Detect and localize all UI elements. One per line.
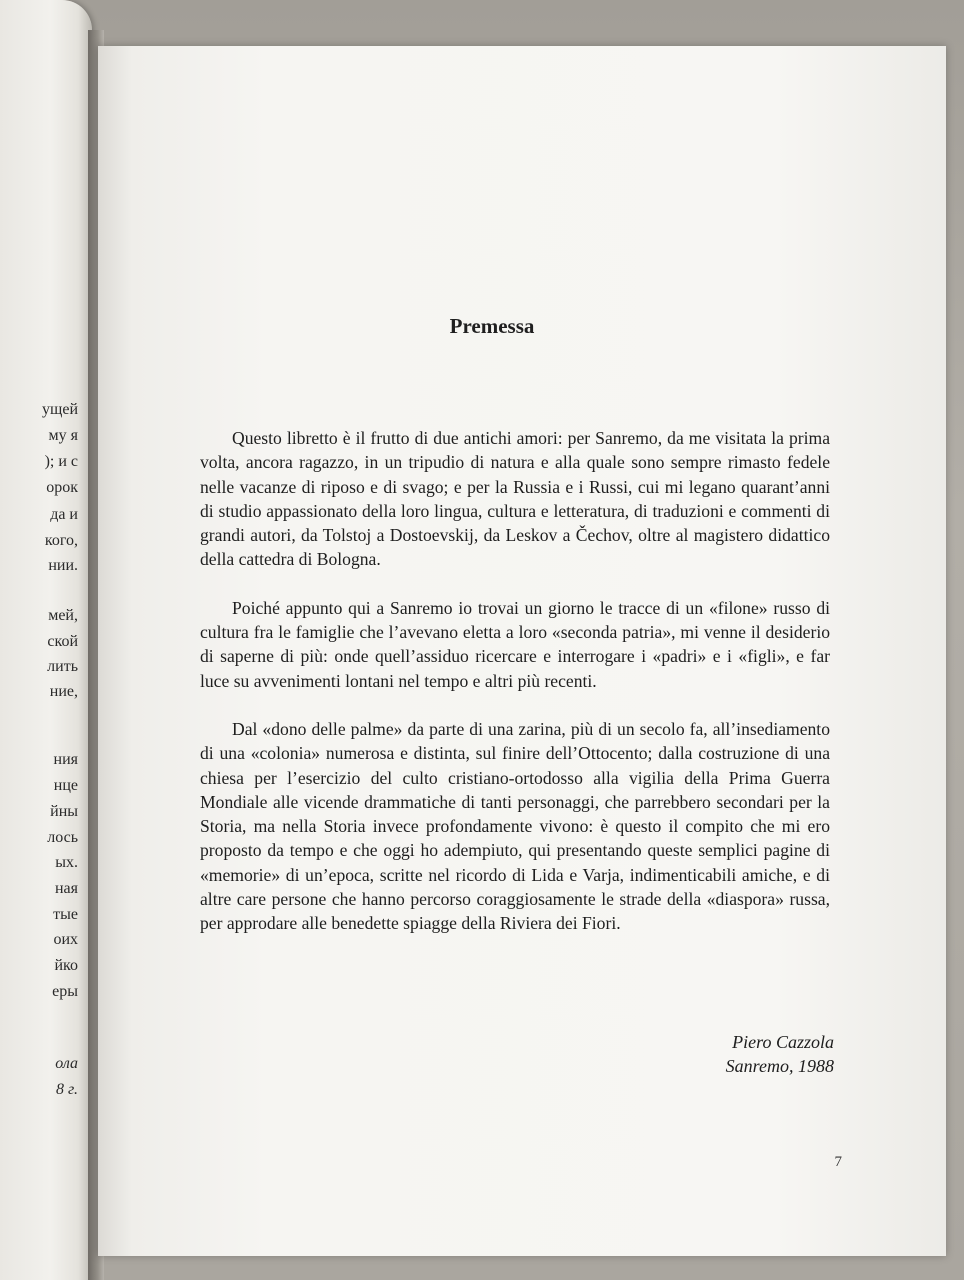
- left-page-line: ); и с: [44, 453, 78, 470]
- left-page-line: орок: [46, 479, 78, 496]
- page-title: Premessa: [449, 314, 535, 338]
- left-page-line: еры: [52, 983, 78, 1000]
- paragraph: Questo libretto è il frutto di due antichi amori: per Sanremo, da me visitata la prima volta, ancora ragazzo, in un tripudio di natura e alla quale sono sempre rimasto fedele nelle vacanze di riposo e di svago; e per la Russia e i Russi, cui mi legano quarant’anni di studio appassionato della loro lingua, cultura e letteratura, di traduzioni e commenti di grandi autori, da Tolstoj a Dostoevskij, da Leskov a Čechov, oltre al magistero didattico della cattedra di Bologna.: [200, 428, 830, 570]
- left-page-line: ых.: [55, 854, 78, 871]
- place-date: Sanremo, 1988: [725, 1056, 834, 1076]
- left-page-line: тые: [53, 906, 78, 923]
- left-page-line: лось: [47, 829, 78, 846]
- left-page-line: оих: [53, 931, 78, 948]
- left-page-line: лить: [47, 658, 78, 675]
- page-number: 7: [834, 1154, 842, 1170]
- body-text: [200, 426, 830, 960]
- left-page-line: ола: [55, 1055, 78, 1072]
- left-page-line: ная: [54, 880, 78, 897]
- left-page-line: ущей: [42, 401, 78, 418]
- left-page-line: да и: [50, 506, 78, 523]
- previous-page: [0, 0, 92, 1280]
- paragraph: Poiché appunto qui a Sanremo io trovai un giorno le tracce di un «filone» russo di cultura fra le famiglie che l’avevano eletta a loro «seconda patria», mi venne il desiderio di saperne di più: onde quell’assiduo ricercare e interrogare i «padri» e i «figli», e far luce su avvenimenti lontani nel tempo e altri più recenti.: [200, 597, 830, 691]
- signature-block: [726, 1030, 834, 1078]
- book-page: [98, 46, 946, 1256]
- left-page-line: йны: [50, 803, 78, 820]
- author-name: Piero Cazzola: [732, 1032, 834, 1052]
- left-page-line: йко: [54, 957, 78, 974]
- left-page-line: нии.: [48, 557, 78, 574]
- left-page-line: ния: [53, 751, 78, 768]
- left-page-line: нце: [53, 777, 78, 794]
- left-page-line: ние,: [49, 683, 78, 700]
- left-page-line: 8 г.: [55, 1081, 78, 1098]
- left-page-line: му я: [48, 427, 78, 444]
- paragraph: Dal «dono delle palme» da parte di una zarina, più di un secolo fa, all’insediamento di una «colonia» numerosa e distinta, sul finire dell’Ottocento; dalla costruzione di una chiesa per l’esercizio del culto cristiano-ortodosso alla vigilia della Prima Guerra Mondiale alle vicende drammatiche di tanti personaggi, che parrebbero secondari per la Storia, ma nella Storia invece profondamente vivono: è questo il compito che mi ero proposto da tempo e che oggi ho adempiuto, qui presentando queste semplici pagine di «memorie» di un’epoca, scritte nel ricordo di Lida e Varja, indimenticabili amiche, e di altre care persone che hanno percorso coraggiosamente le strade della «diaspora» russa, per approdare alle benedette spiagge della Riviera dei Fiori.: [200, 718, 830, 934]
- left-page-line: кого,: [44, 532, 78, 549]
- left-page-line: ской: [47, 633, 78, 650]
- left-page-line: мей,: [48, 607, 78, 624]
